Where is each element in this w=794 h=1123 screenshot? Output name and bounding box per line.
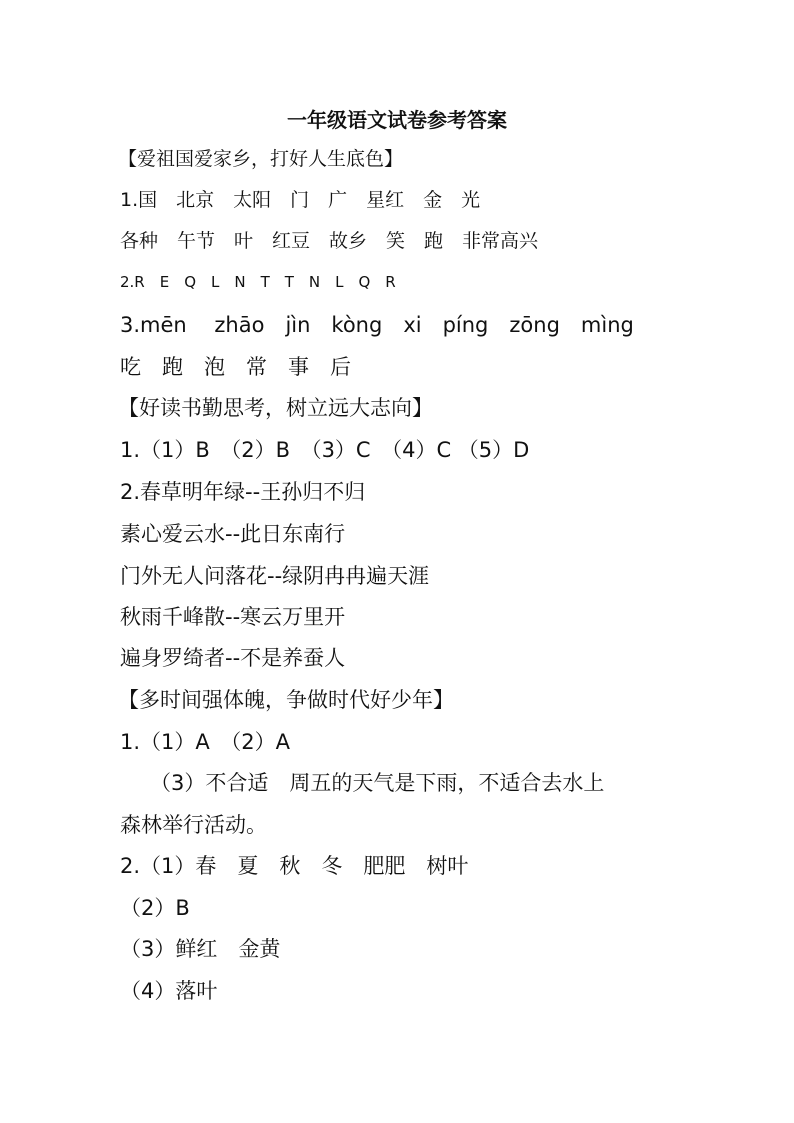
s1-q3-chars: 吃 跑 泡 常 事 后 <box>120 355 351 379</box>
s1-q1-line1: 1.国 北京 太阳 门 广 星红 金 光 <box>120 189 481 211</box>
s1-q1-line2: 各种 午节 叶 红豆 故乡 笑 跑 非常高兴 <box>120 230 539 252</box>
s2-q2-line4: 秋雨千峰散--寒云万里开 <box>120 605 346 629</box>
s2-q2-line3: 门外无人问落花--绿阴冉冉遍天涯 <box>120 564 430 588</box>
section-heading-1: 【爱祖国爱家乡，打好人生底色】 <box>118 148 404 170</box>
s3-q2-line1: 2.（1）春 夏 秋 冬 肥肥 树叶 <box>120 854 469 878</box>
s2-q2-line1: 2.春草明年绿--王孙归不归 <box>120 480 366 504</box>
s3-q1-line2: （3）不合适 周五的天气是下雨，不适合去水上 <box>150 771 605 795</box>
s3-q2-line4: （4）落叶 <box>120 979 218 1003</box>
section-heading-3: 【多时间强体魄，争做时代好少年】 <box>118 688 454 712</box>
s2-q2-line2: 素心爱云水--此日东南行 <box>120 522 346 546</box>
s2-q2-line5: 遍身罗绮者--不是养蚕人 <box>120 646 346 670</box>
section-heading-2: 【好读书勤思考，树立远大志向】 <box>118 396 433 420</box>
s1-q2-letters: 2.R E Q L N T T N L Q R <box>120 273 396 291</box>
s2-q1: 1.（1）B （2）B （3）C （4）C （5）D <box>120 438 530 462</box>
page-title: 一年级语文试卷参考答案 <box>287 108 507 132</box>
s3-q1-line3: 森林举行活动。 <box>120 813 267 837</box>
s3-q2-line3: （3）鲜红 金黄 <box>120 937 281 961</box>
s3-q1-line1: 1.（1）A （2）A <box>120 730 290 754</box>
s3-q2-line2: （2）B <box>120 896 190 920</box>
s1-q3-pinyin: 3.mēn zhāo jìn kòng xi píng zōng mìng <box>120 313 634 337</box>
